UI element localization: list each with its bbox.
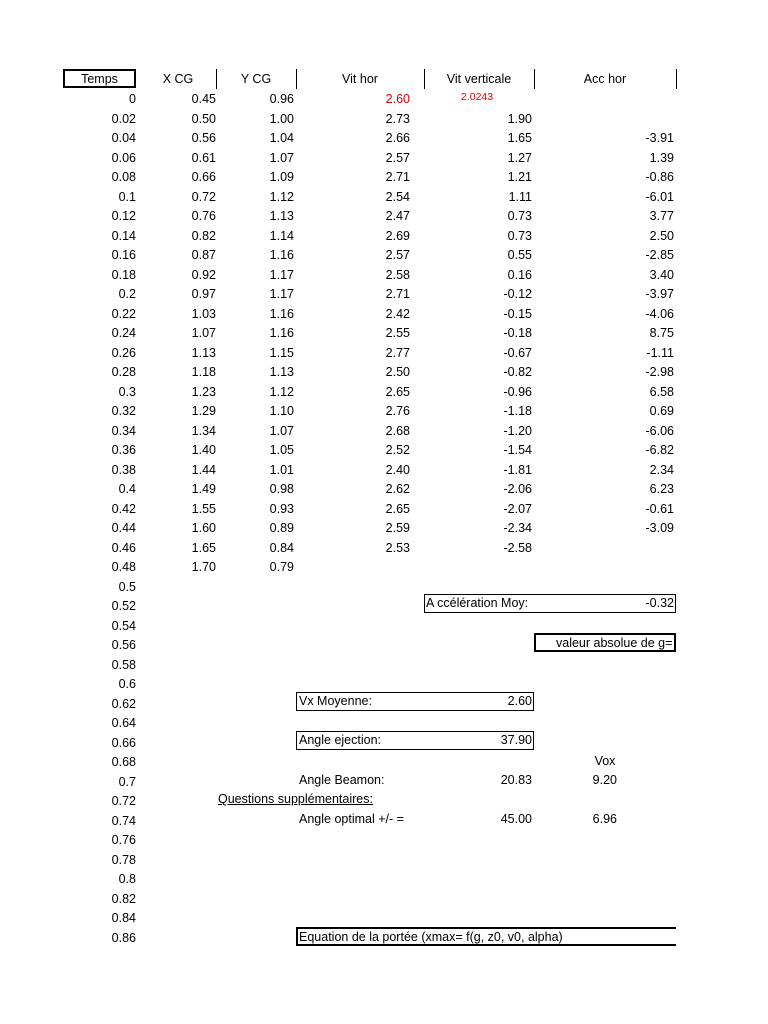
vit-verticale-cell: -0.82 [503, 365, 532, 379]
xcg-cell: 0.92 [191, 267, 216, 282]
vx-moyenne-label: Vx Moyenne: [299, 694, 372, 708]
temps-cell: 0.5 [118, 579, 136, 594]
ycg-cell: 0.93 [269, 501, 294, 516]
vx-moyenne-value: 2.60 [507, 694, 532, 708]
vit-hor-cell: 2.40 [385, 462, 410, 477]
vit-hor-cell: 2.68 [385, 423, 410, 438]
temps-cell: 0.7 [118, 774, 136, 789]
acc-hor-cell: -3.09 [645, 521, 674, 535]
vit-hor-cell: 2.42 [385, 306, 410, 321]
equation-label: Equation de la portée (xmax= f(g, z0, v0, alpha) [299, 930, 563, 944]
vit-hor-cell: 2.52 [385, 443, 410, 457]
vit-hor-cell: 2.57 [385, 248, 410, 262]
vit-hor-cell: 2.53 [385, 540, 410, 555]
acc-hor-cell: -0.61 [645, 501, 674, 516]
vit-verticale-cell: -2.07 [503, 501, 532, 516]
acc-hor-cell: -6.06 [645, 423, 674, 438]
vit-hor-cell: 2.62 [385, 482, 410, 496]
vit-hor-cell: 2.50 [385, 365, 410, 379]
temps-cell: 0.36 [111, 443, 136, 457]
temps-cell: 0.76 [111, 833, 136, 847]
xcg-cell: 0.72 [191, 189, 216, 204]
xcg-cell: 0.56 [191, 131, 216, 145]
xcg-cell: 1.55 [191, 501, 216, 516]
acc-hor-cell: 3.40 [649, 267, 674, 282]
g-label: valeur absolue de g= [556, 636, 673, 650]
xcg-cell: 0.82 [191, 228, 216, 243]
acc-hor-cell: 1.39 [649, 150, 674, 165]
temps-cell: 0.48 [111, 560, 136, 574]
acc-hor-cell: 0.69 [649, 404, 674, 418]
xcg-cell: 1.13 [191, 345, 216, 360]
ycg-cell: 0.96 [269, 92, 294, 106]
temps-cell: 0.06 [111, 150, 136, 165]
ycg-cell: 1.17 [269, 287, 294, 301]
temps-cell: 0.12 [111, 209, 136, 223]
xcg-cell: 0.97 [191, 287, 216, 301]
temps-cell: 0.16 [111, 248, 136, 262]
vit-verticale-cell: -1.81 [503, 462, 532, 477]
temps-cell: 0.6 [118, 677, 136, 691]
ycg-cell: 1.04 [269, 131, 294, 145]
temps-cell: 0.34 [111, 423, 136, 438]
angle-optimal-label: Angle optimal +/- = [299, 812, 404, 826]
xcg-cell: 1.40 [191, 443, 216, 457]
vit-hor-cell: 2.57 [385, 150, 410, 165]
temps-cell: 0.08 [111, 170, 136, 184]
vit-verticale-cell: 0.16 [507, 267, 532, 282]
vit-verticale-cell: -0.12 [503, 287, 532, 301]
xcg-cell: 1.18 [191, 365, 216, 379]
temps-cell: 0.86 [111, 930, 136, 945]
xcg-cell: 1.03 [191, 306, 216, 321]
vit-verticale-cell: 1.21 [507, 170, 532, 184]
vit-verticale-cell: -0.15 [503, 306, 532, 321]
vit-hor-cell: 2.55 [385, 326, 410, 340]
temps-cell: 0.58 [111, 657, 136, 672]
temps-cell: 0.1 [118, 189, 136, 204]
vit-verticale-cell: 0.55 [507, 248, 532, 262]
temps-cell: 0.8 [118, 872, 136, 886]
ycg-cell: 0.89 [269, 521, 294, 535]
xcg-cell: 0.66 [191, 170, 216, 184]
vit-verticale-cell: -0.67 [503, 345, 532, 360]
temps-cell: 0.2 [118, 287, 136, 301]
vit-verticale-first-cell: 2.0243 [461, 91, 494, 103]
ycg-cell: 1.16 [269, 326, 294, 340]
ycg-cell: 1.15 [269, 345, 294, 360]
temps-cell: 0.46 [111, 540, 136, 555]
vit-hor-cell: 2.71 [385, 287, 410, 301]
temps-cell: 0.44 [111, 521, 136, 535]
vit-verticale-cell: 0.73 [507, 209, 532, 223]
acc-hor-cell: -0.86 [645, 170, 674, 184]
temps-cell: 0.74 [111, 813, 136, 828]
acc-hor-cell: 2.34 [649, 462, 674, 477]
temps-cell: 0.26 [111, 345, 136, 360]
header-vit-hor: Vit hor [342, 72, 378, 86]
ycg-cell: 0.98 [269, 482, 294, 496]
acc-hor-cell: 6.58 [649, 384, 674, 399]
temps-cell: 0.66 [111, 735, 136, 750]
ycg-cell: 1.14 [269, 228, 294, 243]
ycg-cell: 0.79 [269, 560, 294, 574]
vit-verticale-cell: -2.34 [503, 521, 532, 535]
ycg-cell: 1.17 [269, 267, 294, 282]
temps-cell: 0 [129, 92, 136, 106]
angle-ejection-value: 37.90 [500, 733, 532, 747]
temps-cell: 0.38 [111, 462, 136, 477]
acc-hor-cell: -2.98 [645, 365, 674, 379]
acc-hor-cell: 6.23 [649, 482, 674, 496]
ycg-cell: 1.07 [269, 423, 294, 438]
vit-verticale-cell: -1.18 [503, 404, 532, 418]
xcg-cell: 1.29 [191, 404, 216, 418]
header-acc-hor: Acc hor [583, 72, 627, 86]
ycg-cell: 1.13 [269, 365, 294, 379]
angle-optimal-value: 45.00 [500, 812, 532, 826]
ycg-cell: 1.05 [269, 443, 294, 457]
xcg-cell: 1.65 [191, 540, 216, 555]
temps-cell: 0.22 [111, 306, 136, 321]
xcg-cell: 1.23 [191, 384, 216, 399]
ycg-cell: 0.84 [269, 540, 294, 555]
xcg-cell: 1.34 [191, 423, 216, 438]
temps-cell: 0.78 [111, 852, 136, 867]
vit-verticale-cell: -1.20 [503, 423, 532, 438]
acc-hor-cell: 2.50 [649, 228, 674, 243]
temps-cell: 0.4 [118, 482, 136, 496]
column-separator [676, 69, 677, 89]
vit-verticale-cell: 1.90 [507, 111, 532, 126]
vit-verticale-cell: 1.11 [508, 189, 532, 204]
angle-beamon-value: 20.83 [500, 773, 532, 787]
xcg-cell: 1.07 [191, 326, 216, 340]
header-temps: Temps [63, 69, 136, 88]
angle-optimal-vox: 6.96 [592, 812, 617, 826]
temps-cell: 0.52 [111, 599, 136, 613]
ycg-cell: 1.12 [269, 384, 294, 399]
header-vit-verticale: Vit verticale [446, 72, 512, 86]
acc-hor-cell: -4.06 [645, 306, 674, 321]
temps-cell: 0.32 [111, 404, 136, 418]
temps-cell: 0.72 [111, 794, 136, 808]
vit-hor-cell: 2.69 [385, 228, 410, 243]
vit-verticale-cell: 0.73 [507, 228, 532, 243]
ycg-cell: 1.16 [269, 248, 294, 262]
acc-hor-cell: -2.85 [645, 248, 674, 262]
vit-hor-cell: 2.65 [385, 384, 410, 399]
vit-verticale-cell: 1.65 [507, 131, 532, 145]
vit-hor-cell: 2.76 [385, 404, 410, 418]
vit-hor-cell: 2.54 [385, 189, 410, 204]
vit-hor-cell: 2.73 [385, 111, 410, 126]
ycg-cell: 1.12 [269, 189, 294, 204]
vit-hor-cell: 2.60 [385, 92, 410, 106]
temps-cell: 0.42 [111, 501, 136, 516]
vit-verticale-cell: -1.54 [503, 443, 532, 457]
vox-label: Vox [594, 754, 616, 768]
ycg-cell: 1.13 [269, 209, 294, 223]
temps-cell: 0.28 [111, 365, 136, 379]
xcg-cell: 1.44 [191, 462, 216, 477]
vit-verticale-cell: -0.96 [503, 384, 532, 399]
vit-hor-cell: 2.71 [385, 170, 410, 184]
xcg-cell: 1.60 [191, 521, 216, 535]
temps-cell: 0.54 [111, 618, 136, 633]
acc-moy-value: -0.32 [645, 596, 674, 610]
temps-cell: 0.82 [111, 891, 136, 906]
vit-hor-cell: 2.59 [385, 521, 410, 535]
vit-verticale-cell: -2.06 [503, 482, 532, 496]
vit-hor-cell: 2.47 [385, 209, 410, 223]
temps-cell: 0.3 [118, 384, 136, 399]
ycg-cell: 1.10 [269, 404, 294, 418]
vit-verticale-cell: -0.18 [503, 326, 532, 340]
xcg-cell: 0.45 [191, 92, 216, 106]
acc-hor-cell: 8.75 [649, 326, 674, 340]
ycg-cell: 1.16 [269, 306, 294, 321]
vit-hor-cell: 2.65 [385, 501, 410, 516]
questions-label: Questions supplémentaires: [218, 792, 373, 806]
acc-moy-label: A ccélération Moy: [426, 596, 529, 610]
ycg-cell: 1.07 [269, 150, 294, 165]
xcg-cell: 1.49 [191, 482, 216, 496]
vit-verticale-cell: -2.58 [503, 540, 532, 555]
vit-hor-cell: 2.58 [385, 267, 410, 282]
vit-hor-cell: 2.77 [385, 345, 410, 360]
temps-cell: 0.04 [111, 131, 136, 145]
vit-hor-cell: 2.66 [385, 131, 410, 145]
acc-hor-cell: -6.82 [645, 443, 674, 457]
acc-hor-cell: -3.91 [645, 131, 674, 145]
xcg-cell: 0.61 [191, 150, 216, 165]
xcg-cell: 0.87 [191, 248, 216, 262]
ycg-cell: 1.01 [269, 462, 294, 477]
acc-hor-cell: -3.97 [645, 287, 674, 301]
temps-cell: 0.02 [111, 111, 136, 126]
xcg-cell: 0.50 [191, 111, 216, 126]
temps-cell: 0.84 [111, 911, 136, 925]
acc-hor-cell: -6.01 [645, 189, 674, 204]
header-xcg: X CG [162, 72, 194, 86]
temps-cell: 0.56 [111, 638, 136, 652]
angle-beamon-label: Angle Beamon: [299, 773, 385, 787]
temps-cell: 0.18 [111, 267, 136, 282]
temps-cell: 0.24 [111, 326, 136, 340]
temps-cell: 0.68 [111, 755, 136, 769]
ycg-cell: 1.09 [269, 170, 294, 184]
temps-cell: 0.14 [111, 228, 136, 243]
ycg-cell: 1.00 [269, 111, 294, 126]
temps-cell: 0.62 [111, 696, 136, 711]
xcg-cell: 1.70 [191, 560, 216, 574]
angle-ejection-label: Angle ejection: [299, 733, 382, 747]
vit-verticale-cell: 1.27 [507, 150, 532, 165]
temps-cell: 0.64 [111, 716, 136, 730]
header-ycg: Y CG [240, 72, 272, 86]
angle-beamon-vox: 9.20 [592, 773, 617, 787]
acc-hor-cell: -1.11 [646, 345, 674, 360]
xcg-cell: 0.76 [191, 209, 216, 223]
acc-hor-cell: 3.77 [649, 209, 674, 223]
